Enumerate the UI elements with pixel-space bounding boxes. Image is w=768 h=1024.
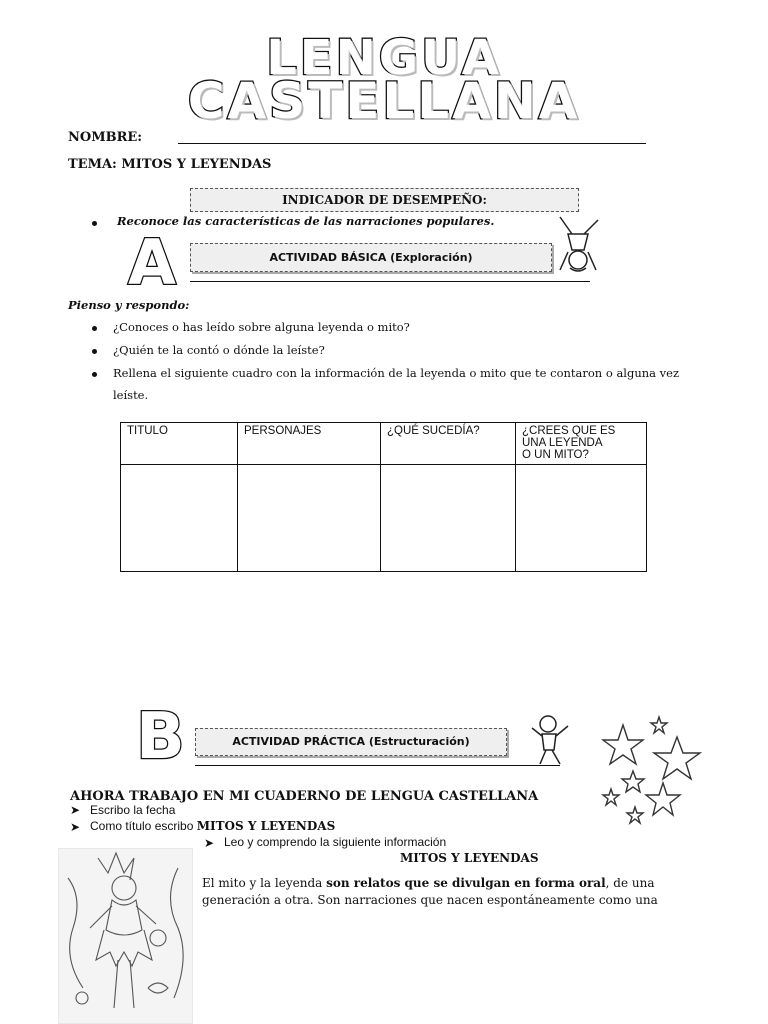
cuadro-table	[120, 422, 647, 572]
kid-jumping-icon	[528, 712, 573, 767]
nombre-line[interactable]	[178, 143, 646, 144]
lectura-p-pre: El mito y la leyenda	[202, 876, 327, 890]
arrow-icon: ➤	[204, 836, 215, 850]
trabajo-item-3: Leo y comprendo la siguiente información	[224, 835, 447, 849]
title-line-1: LENGUA	[266, 30, 502, 86]
pienso-heading: Pienso y respondo:	[68, 298, 190, 312]
cell-que-sucedia[interactable]	[381, 465, 516, 572]
lectura-p-bold: son relatos que se divulgan en forma oral	[326, 876, 606, 890]
trabajo-item-1: Escribo la fecha	[90, 803, 176, 817]
pregunta-2: ¿Quién te la contó o dónde la leíste?	[113, 343, 325, 357]
th-personajes: PERSONAJES	[238, 423, 381, 465]
bullet-dot	[92, 326, 97, 331]
lectura-parrafo-1	[202, 876, 654, 890]
divider-a	[190, 281, 590, 282]
arrow-icon: ➤	[70, 803, 81, 817]
th-crees-1: ¿CREES QUE ES	[522, 425, 616, 437]
bullet-dot	[92, 221, 97, 226]
th-crees-3: O UN MITO?	[522, 449, 589, 461]
trabajo-heading: AHORA TRABAJO EN MI CUADERNO DE LENGUA CASTELLANA	[70, 789, 539, 804]
stars-icon	[595, 715, 705, 830]
th-titulo: TITULO	[121, 423, 238, 465]
kid-handstand-icon	[550, 212, 605, 277]
th-crees	[516, 423, 647, 465]
arrow-icon: ➤	[70, 820, 81, 834]
nombre-label: NOMBRE:	[68, 130, 143, 145]
bullet-dot	[92, 349, 97, 354]
letter-b: B	[136, 700, 185, 774]
indicador-bullet: Reconoce las características de las narraciones populares.	[117, 214, 495, 228]
pregunta-1: ¿Conoces o has leído sobre alguna leyenda o mito?	[113, 320, 410, 334]
actividad-practica-label: ACTIVIDAD PRÁCTICA (Estructuración)	[195, 728, 507, 756]
trabajo-item-2-bold: MITOS Y LEYENDAS	[196, 819, 336, 833]
cell-personajes[interactable]	[238, 465, 381, 572]
pregunta-3: Rellena el siguiente cuadro con la información de la leyenda o mito que te contaron o alguna vez	[113, 366, 680, 380]
fairy-illustration	[58, 848, 193, 1024]
pregunta-3-cont: leíste.	[113, 388, 149, 402]
bullet-dot	[92, 372, 97, 377]
th-crees-2: UNA LEYENDA	[522, 437, 603, 449]
cell-titulo[interactable]	[121, 465, 238, 572]
lectura-title: MITOS Y LEYENDAS	[400, 851, 539, 865]
indicador-title: INDICADOR DE DESEMPEÑO:	[190, 188, 579, 212]
trabajo-item-2-text: Como título escribo	[90, 819, 197, 833]
lectura-parrafo-2: generación a otra. Son narraciones que nacen espontáneamente como una	[202, 893, 658, 907]
letter-a: A	[128, 226, 176, 299]
lectura-p-post: , de una	[605, 876, 655, 890]
trabajo-item-2	[90, 819, 335, 833]
cell-crees[interactable]	[516, 465, 647, 572]
divider-b	[195, 765, 560, 766]
title-line-2: CASTELLANA	[187, 72, 581, 130]
tema-label: TEMA: MITOS Y LEYENDAS	[68, 157, 272, 172]
th-que-sucedia: ¿QUÉ SUCEDÍA?	[381, 423, 516, 465]
actividad-basica-label: ACTIVIDAD BÁSICA (Exploración)	[190, 243, 552, 272]
